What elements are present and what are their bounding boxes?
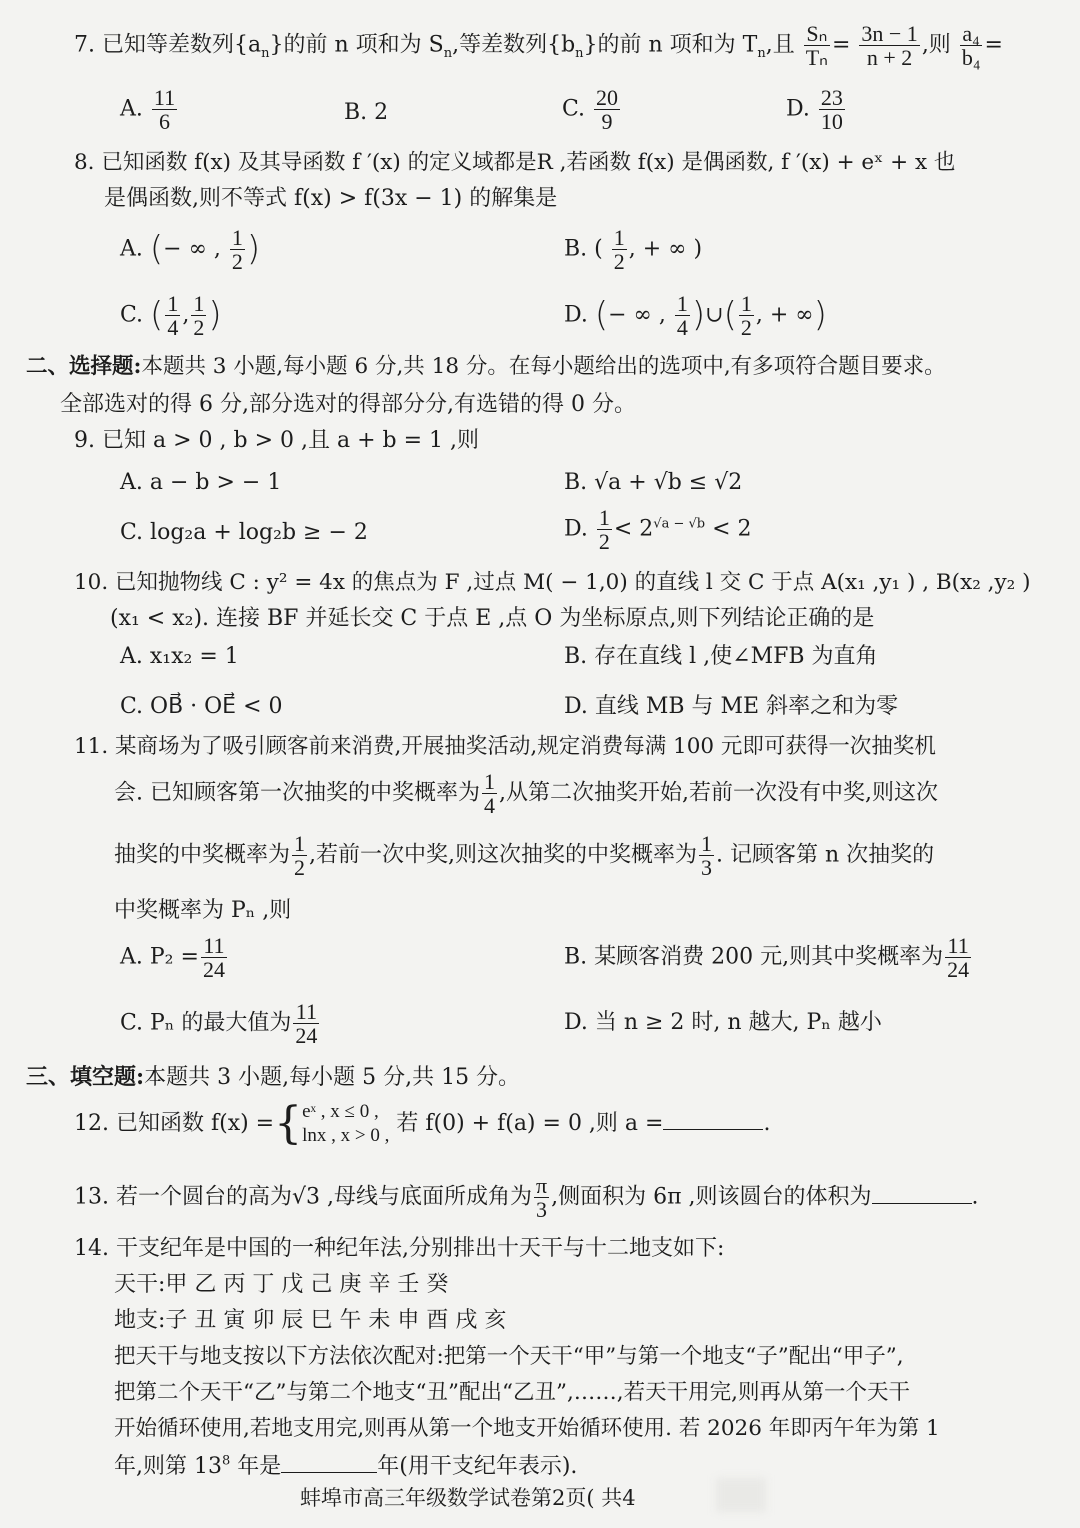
q11-option-a: A. P₂ = $\frac{11}{24}$ (120, 933, 225, 983)
q8-line1: 8. 已知函数 f(x) 及其导函数 f ′(x) 的定义域都是R ,若函数 f(x) 是偶函数, f ′(x) + eˣ + x 也 (74, 150, 956, 175)
q7-option-d: D. $\frac{23}{10}$ (786, 85, 843, 135)
q10-line1: 10. 已知抛物线 C : y² = 4x 的焦点为 F ,过点 M( − 1,0) 的直线 l 交 C 于点 A(x₁ ,y₁ ) , B(x₂ ,y₂ ) (74, 570, 1031, 595)
answer-blank[interactable] (872, 1183, 972, 1204)
q10-option-b: B. 存在直线 l ,使∠MFB 为直角 (564, 644, 878, 669)
q8-option-c: C. ( $\frac{1}{4}$ , $\frac{1}{2}$ ) (120, 291, 222, 341)
q14-dizhi: 地支:子 丑 寅 卯 辰 巳 午 未 申 酉 戌 亥 (114, 1308, 507, 1333)
fraction: $\frac{\text{Sₙ}}{\text{Tₙ}}$ (805, 21, 828, 71)
footer-smudge (716, 1478, 766, 1512)
q10-line2: (x₁ < x₂). 连接 BF 并延长交 C 于点 E ,点 O 为坐标原点,则下列结论正确的是 (110, 606, 875, 631)
q10-option-c: C. OB⃗ · OE⃗ < 0 (120, 694, 283, 719)
q7-option-a: A. $\frac{11}{6}$ (120, 85, 176, 135)
q8-option-a: A. (− ∞ , $\frac{1}{2}$ ) (120, 225, 261, 275)
section3-heading: 三、填空题:本题共 3 小题,每小题 5 分,共 15 分。 (26, 1064, 521, 1090)
q9-stem: 9. 已知 a > 0 , b > 0 ,且 a + b = 1 ,则 (74, 428, 479, 453)
section2-heading: 二、选择题:本题共 3 小题,每小题 6 分,共 18 分。在每小题给出的选项中,有多项符合题目要求。 (26, 354, 946, 379)
page-footer: 蚌埠市高三年级数学试卷第2页( 共4 (300, 1486, 636, 1510)
q8-option-b: B. ( $\frac{1}{2}$ , + ∞ ) (564, 225, 703, 275)
q9-option-c: C. log₂a + log₂b ≥ − 2 (120, 520, 368, 545)
q11-line4: 中奖概率为 Pₙ ,则 (114, 898, 292, 923)
q14-line6: 开始循环使用,若地支用完,则再从第一个地支开始循环使用. 若 2026 年即丙午年为第 1 (114, 1416, 940, 1441)
q11-option-b: B. 某顾客消费 200 元,则其中奖概率为 $\frac{11}{24}$ (564, 933, 970, 983)
q11-line3: 抽奖的中奖概率为 $\frac{1}{2}$ ,若前一次中奖,则这次抽奖的中奖概率为 $\frac{1}{3}$ . 记顾客第 n 次抽奖的 (114, 831, 935, 881)
fraction: $\frac{3n - 1}{n + 2}$ (861, 21, 918, 71)
q14-line1: 14. 干支纪年是中国的一种纪年法,分别排出十天干与十二地支如下: (74, 1236, 725, 1261)
q7-option-c: C. $\frac{20}{9}$ (562, 85, 619, 135)
q13-stem: 13. 若一个圆台的高为√3 ,母线与底面所成角为 $\frac{\pi}{3}$ ,侧面积为 6π ,则该圆台的体积为 . (74, 1173, 979, 1223)
q11-option-d: D. 当 n ≥ 2 时, n 越大, Pₙ 越小 (564, 1010, 882, 1035)
q14-tiangan: 天干:甲 乙 丙 丁 戊 己 庚 辛 壬 癸 (114, 1272, 449, 1297)
q7-option-b: B. 2 (344, 100, 389, 125)
answer-blank[interactable] (663, 1109, 763, 1130)
q10-option-d: D. 直线 MB 与 ME 斜率之和为零 (564, 694, 899, 719)
q7-stem: 7. 已知等差数列$\{a_n\}$的前 n 项和为 $S_n$,等差数列$\{b_n\}$的前 n 项和为 $T_n$,且 $\frac{\text{Sₙ}}{\text{Tₙ}}$ = $\frac{3n - 1}{n + 2}$ ,则 $\frac{\text{a₄}}{\text{b₄}}$ = (74, 21, 1003, 71)
q11-line2: 会. 已知顾客第一次抽奖的中奖概率为 $\frac{1}{4}$ ,从第二次抽奖开始,若前一次没有中奖,则这次 (114, 769, 938, 819)
q11-option-c: C. Pₙ 的最大值为 $\frac{11}{24}$ (120, 999, 318, 1049)
q10-option-a: A. x₁x₂ = 1 (120, 644, 239, 669)
section2-note: 全部选对的得 6 分,部分选对的得部分分,有选错的得 0 分。 (60, 392, 636, 417)
q9-option-a: A. a − b > − 1 (120, 470, 282, 495)
fraction: $\frac{\text{a₄}}{\text{b₄}}$ (961, 21, 981, 71)
q14-line5: 把第二个天干“乙”与第二个地支“丑”配出“乙丑”,……,若天干用完,则再从第一个天干 (114, 1380, 910, 1405)
q9-option-b: B. √a + √b ≤ √2 (564, 470, 743, 495)
q12-stem: 12. 已知函数 f(x) ={eˣ , x ≤ 0 , lnx , x > 0 , 若 f(0) + f(a) = 0 ,则 a = . (74, 1097, 771, 1149)
q11-line1: 11. 某商场为了吸引顾客前来消费,开展抽奖活动,规定消费每满 100 元即可获得一次抽奖机 (74, 734, 936, 759)
q14-line4: 把天干与地支按以下方法依次配对:把第一个天干“甲”与第一个地支“子”配出“甲子”, (114, 1344, 904, 1369)
q9-option-d: D. $\frac{1}{2}$ < $2^{√a - √b} < 2$ (564, 505, 752, 555)
answer-blank[interactable] (281, 1452, 377, 1473)
q14-line7: 年,则第 $13^8$ 年是 年(用干支纪年表示). (114, 1453, 578, 1479)
q8-line2: 是偶函数,则不等式 f(x) > f(3x − 1) 的解集是 (104, 186, 558, 211)
q8-option-d: D. (− ∞ , $\frac{1}{4}$ )∪( $\frac{1}{2}$ , + ∞) (564, 291, 827, 341)
